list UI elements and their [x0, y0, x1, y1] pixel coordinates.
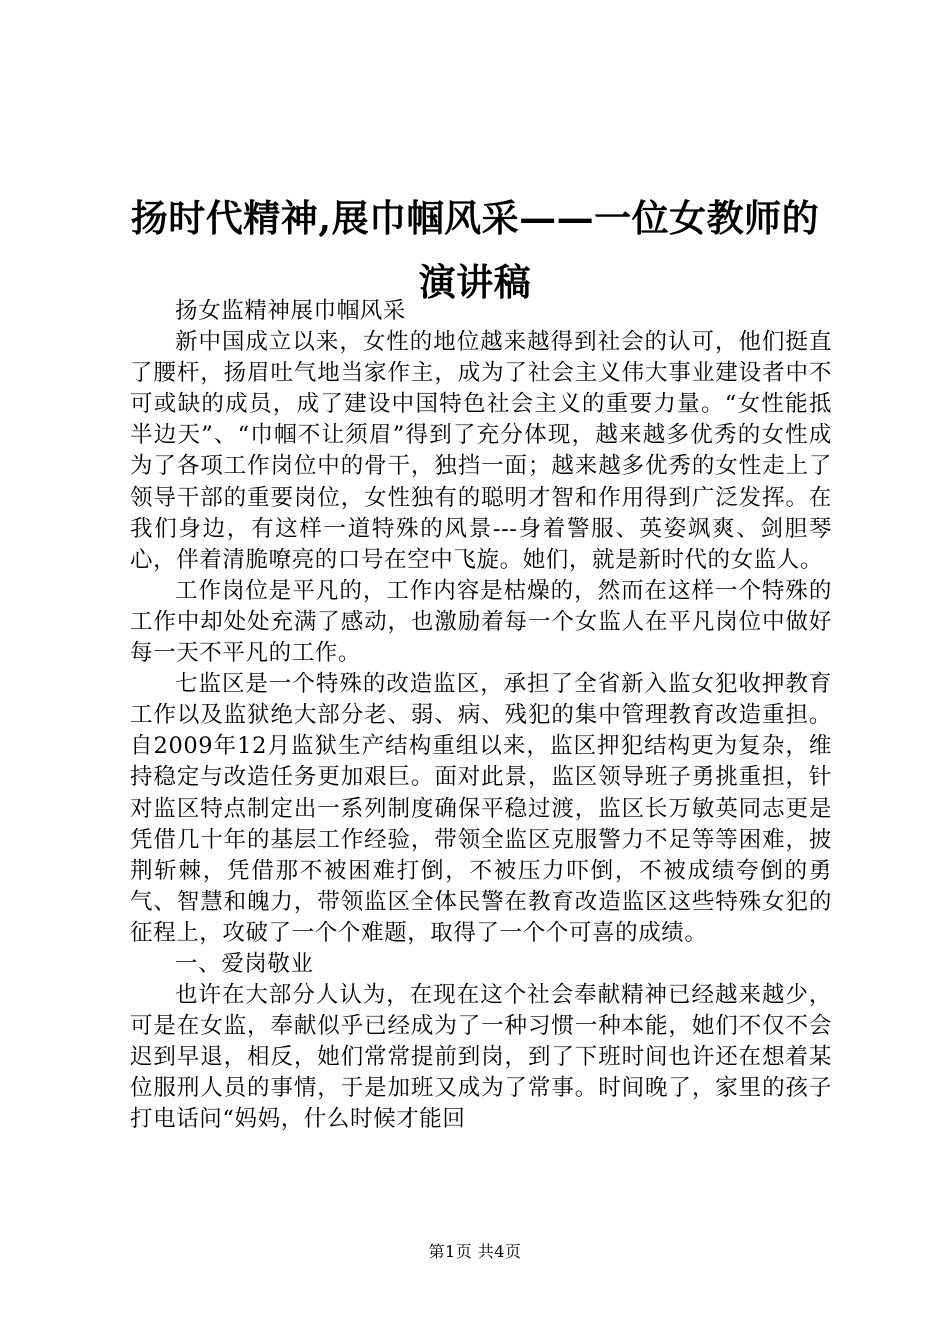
paragraph: 新中国成立以来，女性的地位越来越得到社会的认可，他们挺直了腰杆，扬眉吐气地当家作主，成为了社会主义伟大事业建设者中不可或缺的成员，成了建设中国特色社会主义的重要力量。“女性能抵半边天”、“巾帼不让须眉”得到了充分体现，越来越多优秀的女性成为了各项工作岗位中的骨干，独挡一面；越来越多优秀的女性走上了领导干部的重要岗位，女性独有的聪明才智和作用得到广泛发挥。在我们身边，有这样一道特殊的风景---身着警服、英姿飒爽、剑胆琴心，伴着清脆嘹亮的口号在空中飞旋。她们，就是新时代的女监人。 [130, 329, 832, 573]
section-heading: 一、爱岗敬业 [175, 950, 314, 977]
document-body [130, 296, 832, 1136]
paragraph: 七监区是一个特殊的改造监区，承担了全省新入监女犯收押教育工作以及监狱绝大部分老、弱、病、残犯的集中管理教育改造重担。自2009年12月监狱生产结构重组以来，监区押犯结构更为复杂，维持稳定与改造任务更加艰巨。面对此景，监区领导班子勇挑重担，针对监区特点制定出一系列制度确保平稳过渡，监区长万敏英同志更是凭借几十年的基层工作经验，带领全监区克服警力不足等等困难，披荆斩棘，凭借那不被困难打倒，不被压力吓倒，不被成绩夸倒的勇气、智慧和魄力，带领监区全体民警在教育改造监区这些特殊女犯的征程上，攻破了一个个难题，取得了一个个可喜的成绩。 [130, 671, 832, 946]
document-title: 扬时代精神,展巾帼风采——一位女教师的演讲稿 [130, 196, 820, 304]
paragraph-subtitle: 扬女监精神展巾帼风采 [175, 298, 407, 324]
paragraph: 工作岗位是平凡的，工作内容是枯燥的，然而在这样一个特殊的工作中却处处充满了感动，也激励着每一个女监人在平凡岗位中做好每一天不平凡的工作。 [130, 577, 832, 667]
paragraph: 也许在大部分人认为，在现在这个社会奉献精神已经越来越少，可是在女监，奉献似乎已经成为了一种习惯一种本能，她们不仅不会迟到早退，相反，她们常常提前到岗，到了下班时间也许还在想着某位服刑人员的事情，于是加班又成为了常事。时间晚了，家里的孩子打电话问“妈妈，什么时候才能回 [130, 982, 832, 1133]
page-number-footer: 第1页 共4页 [428, 1242, 522, 1261]
